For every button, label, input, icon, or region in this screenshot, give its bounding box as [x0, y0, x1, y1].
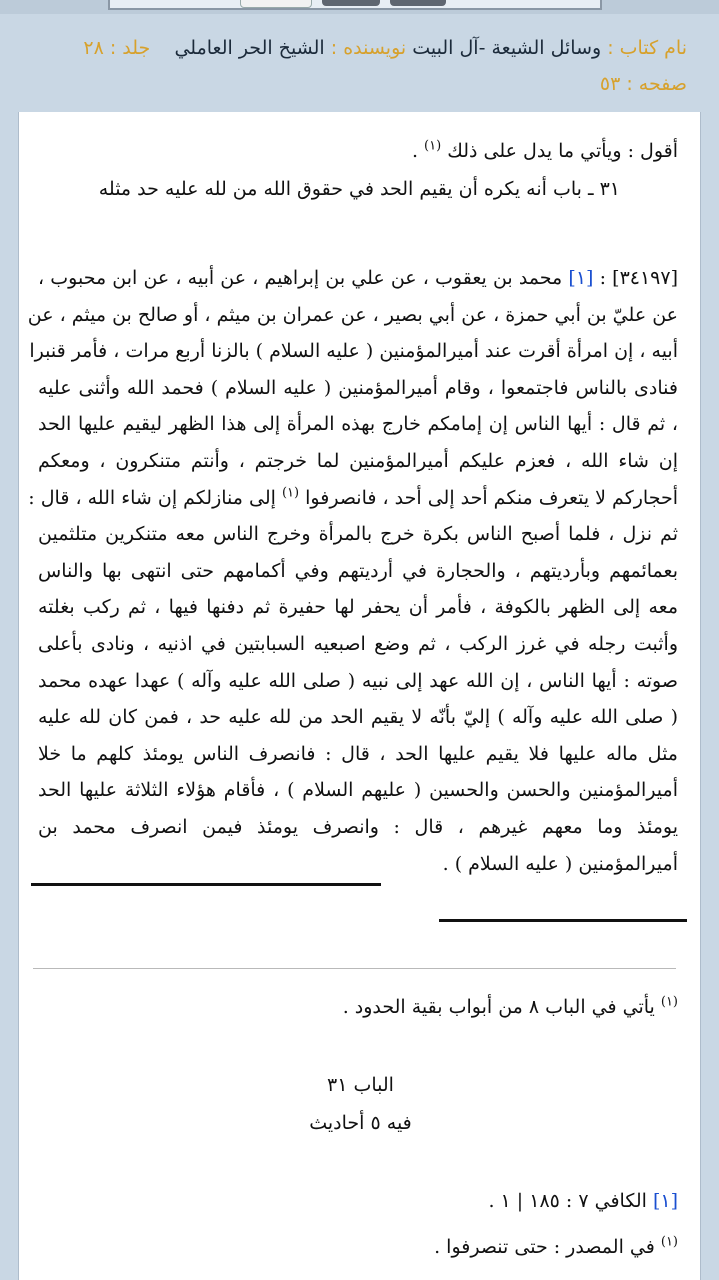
text-line: عن عليّ بن أبي حمزة ، عن أبي بصير ، عن عمران بن ميثم ، أو صالح بن ميثم ، عن [27, 303, 678, 326]
text-line: فنادى بالناس فاجتمعوا ، وقام أميرالمؤمنين ( عليه السلام ) فحمد الله وأثنى عليه [38, 376, 678, 399]
text-line: أميرالمؤمنين والحسن والحسين ( عليهم السلام ) ، فأقام هؤلاء الثلاثة عليها الحد [38, 779, 678, 802]
text-footnote-mark[interactable]: (١) [281, 485, 300, 501]
text-line: أحجاركم لا يتعرف منكم أحد إلى أحد ، فانصرفوا $^{(١)}$ إلى منازلكم إن شاء الله ، قال : [28, 485, 678, 509]
toolbar-button-2[interactable] [322, 0, 380, 6]
source-note-text: في المصدر : حتى تنصرفوا . [434, 1236, 655, 1258]
chapter-title: ٣١ ـ باب أنه يكره أن يقيم الحد في حقوق الله من لله عليه حد مثله [98, 178, 620, 200]
text-line: ثم نزل ، فلما أصبح الناس بكرة خرج بالمرأة وخرج الناس معه متنكرين متلثمين [38, 523, 678, 546]
text-line: معه إلى الظهر بالكوفة ، فأمر أن يحفر لها حفيرة ثم دفنها فيها ، ثم ركب بغلته [38, 596, 678, 619]
page-label: صفحه : [626, 73, 687, 95]
text-line: مثل ماله عليها فلا يقيم عليها الحد ، قال : فانصرف الناس يومئذ كلهم ما خلا [38, 742, 678, 765]
footnote-divider [33, 968, 676, 969]
text-line: يومئذ وما معهم غيرهم ، قال : وانصرف يومئذ فيمن انصرف محمد بن [38, 815, 678, 838]
section-title: الباب ٣١ [327, 1074, 394, 1096]
text-line: أبيه ، إن امرأة أقرت عند أميرالمؤمنين ( عليه السلام ) بالزنا أربع مرات ، فأمر قنبرا [29, 340, 678, 363]
text-line: ، ثم قال : أيها الناس إن إمامكم خارج بهذه المرأة إلى هذا الظهر ليقيم عليها الحد [38, 413, 678, 436]
top-toolbar [108, 0, 602, 10]
intro-line [412, 140, 678, 162]
text-line: بعمائمهم وبأرديتهم ، والحجارة في أرديتهم وفي أكمامهم حتى انتهى بها والناس [38, 559, 678, 582]
highlight-underline-1 [31, 883, 381, 886]
footnote-1-text: يأتي في الباب ٨ من أبواب بقية الحدود . [342, 996, 655, 1018]
highlight-underline-2 [439, 919, 687, 922]
toolbar-button-3[interactable] [390, 0, 446, 6]
intro-end: . [411, 140, 418, 162]
author-label: نويسنده : [330, 37, 407, 59]
volume-label: جلد : [109, 37, 151, 59]
intro-text: أقول : ويأتي ما يدل على ذلك [447, 140, 678, 162]
hadith-number: [٣٤١٩٧] [612, 267, 679, 289]
source-note-line [434, 1236, 678, 1258]
book-info-header [18, 14, 701, 110]
source-ref-line [488, 1190, 678, 1212]
text-line: صوته : أيها الناس ، إن الله عهد إلى نبيه ( صلى الله عليه وآله ) عهدا عهده محمد [38, 669, 678, 692]
text-line: ( صلى الله عليه وآله ) إليّ بأنّه لا يقيم الحد من لله عليه حد ، فمن كان لله عليه [38, 706, 678, 729]
book-page [18, 112, 701, 1280]
volume-number: ٢٨ [83, 37, 104, 59]
section-subtitle: فيه ٥ أحاديث [309, 1112, 412, 1134]
text-line: أميرالمؤمنين ( عليه السلام ) . [442, 852, 678, 875]
text-line: وأثبت رجله في غرز الركب ، ثم وضع اصبعيه السبابتين في اذنيه ، ونادى بأعلى [38, 632, 678, 655]
source-ref-mark[interactable]: [١] [652, 1190, 678, 1212]
text-line: [٣٤١٩٧] : [١] محمد بن يعقوب ، عن علي بن إبراهيم ، عن أبيه ، عن ابن محبوب ، [38, 267, 679, 289]
source-note-mark: (١) [660, 1234, 678, 1250]
intro-footnote-mark[interactable]: (١) [424, 138, 442, 154]
hadith-text [27, 260, 679, 882]
footnote-1 [343, 996, 678, 1018]
hadith-source-ref[interactable]: [١] [568, 267, 594, 289]
toolbar-button-1[interactable] [240, 0, 312, 8]
source-ref-text: الكافي ٧ : ١٨٥ | ١ . [488, 1190, 647, 1212]
footnote-1-mark: (١) [660, 994, 678, 1010]
book-label: نام کتاب : [607, 37, 687, 59]
page-number: ٥٣ [599, 73, 621, 95]
text-line: إن شاء الله ، فعزم عليكم أميرالمؤمنين لما خرجتم ، وأنتم متنكرون ، ومعكم [38, 449, 678, 472]
book-title: وسائل الشيعة -آل البيت [412, 37, 602, 59]
author-name: الشيخ الحر العاملي [174, 37, 325, 59]
